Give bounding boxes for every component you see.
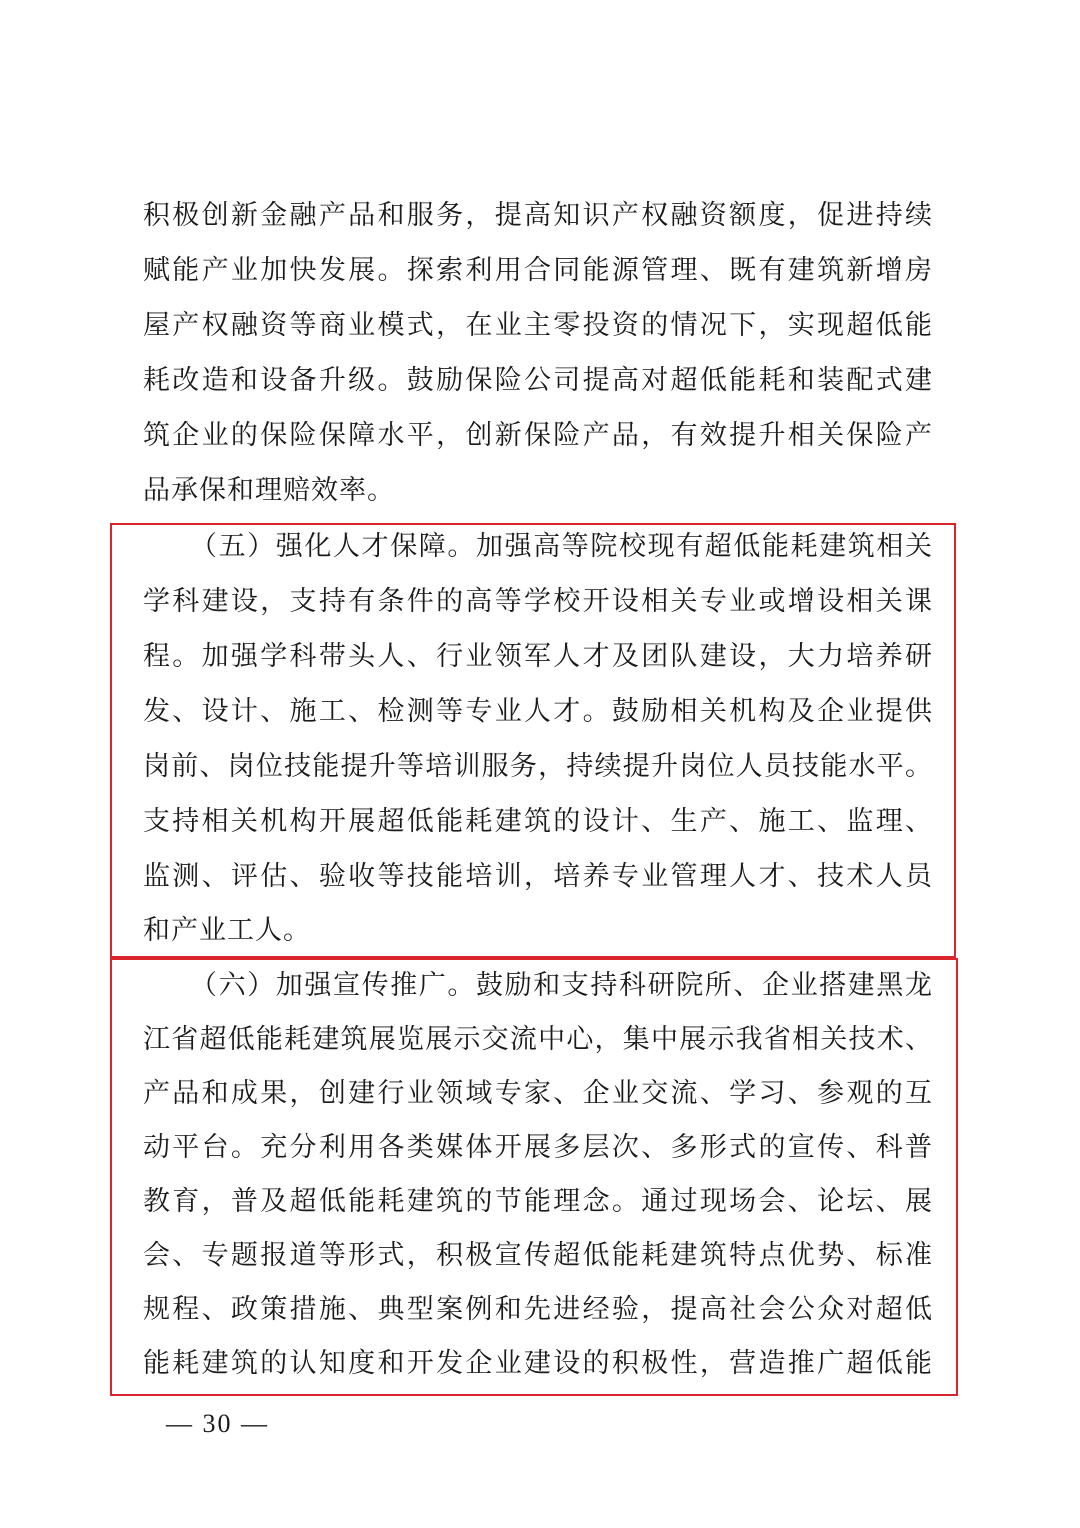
text-line: 能耗建筑的认知度和开发企业建设的积极性，营造推广超低能 bbox=[143, 1348, 933, 1379]
text-line: 会、专题报道等形式，积极宣传超低能耗建筑特点优势、标准 bbox=[143, 1240, 933, 1271]
text-line: 发、设计、施工、检测等专业人才。鼓励相关机构及企业提供 bbox=[143, 696, 933, 727]
section-heading-line: （六）加强宣传推广。鼓励和支持科研院所、企业搭建黑龙 bbox=[190, 970, 933, 1001]
text-line: 动平台。充分利用各类媒体开展多层次、多形式的宣传、科普 bbox=[143, 1132, 933, 1163]
text-line: 积极创新金融产品和服务，提高知识产权融资额度，促进持续 bbox=[143, 200, 933, 231]
text-line: 和产业工人。 bbox=[143, 915, 311, 946]
section-heading-line: （五）强化人才保障。加强高等院校现有超低能耗建筑相关 bbox=[190, 531, 933, 562]
text-line: 教育，普及超低能耗建筑的节能理念。通过现场会、论坛、展 bbox=[143, 1186, 933, 1217]
text-line: 赋能产业加快发展。探索利用合同能源管理、既有建筑新增房 bbox=[143, 255, 933, 286]
text-line: 学科建设，支持有条件的高等学校开设相关专业或增设相关课 bbox=[143, 586, 933, 617]
text-line: 监测、评估、验收等技能培训，培养专业管理人才、技术人员 bbox=[143, 861, 933, 892]
text-line: 规程、政策措施、典型案例和先进经验，提高社会公众对超低 bbox=[143, 1294, 933, 1325]
text-line: 屋产权融资等商业模式，在业主零投资的情况下，实现超低能 bbox=[143, 310, 933, 341]
text-line: 品承保和理赔效率。 bbox=[143, 475, 395, 506]
page-number: — 30 — bbox=[166, 1409, 269, 1438]
text-line: 岗前、岗位技能提升等培训服务，持续提升岗位人员技能水平。 bbox=[143, 751, 933, 782]
text-line: 筑企业的保险保障水平，创新保险产品，有效提升相关保险产 bbox=[143, 420, 933, 451]
text-line: 程。加强学科带头人、行业领军人才及团队建设，大力培养研 bbox=[143, 641, 933, 672]
text-line: 产品和成果，创建行业领域专家、企业交流、学习、参观的互 bbox=[143, 1078, 933, 1109]
text-line: 耗改造和设备升级。鼓励保险公司提高对超低能耗和装配式建 bbox=[143, 365, 933, 396]
text-line: 支持相关机构开展超低能耗建筑的设计、生产、施工、监理、 bbox=[143, 806, 933, 837]
text-line: 江省超低能耗建筑展览展示交流中心，集中展示我省相关技术、 bbox=[143, 1024, 933, 1055]
